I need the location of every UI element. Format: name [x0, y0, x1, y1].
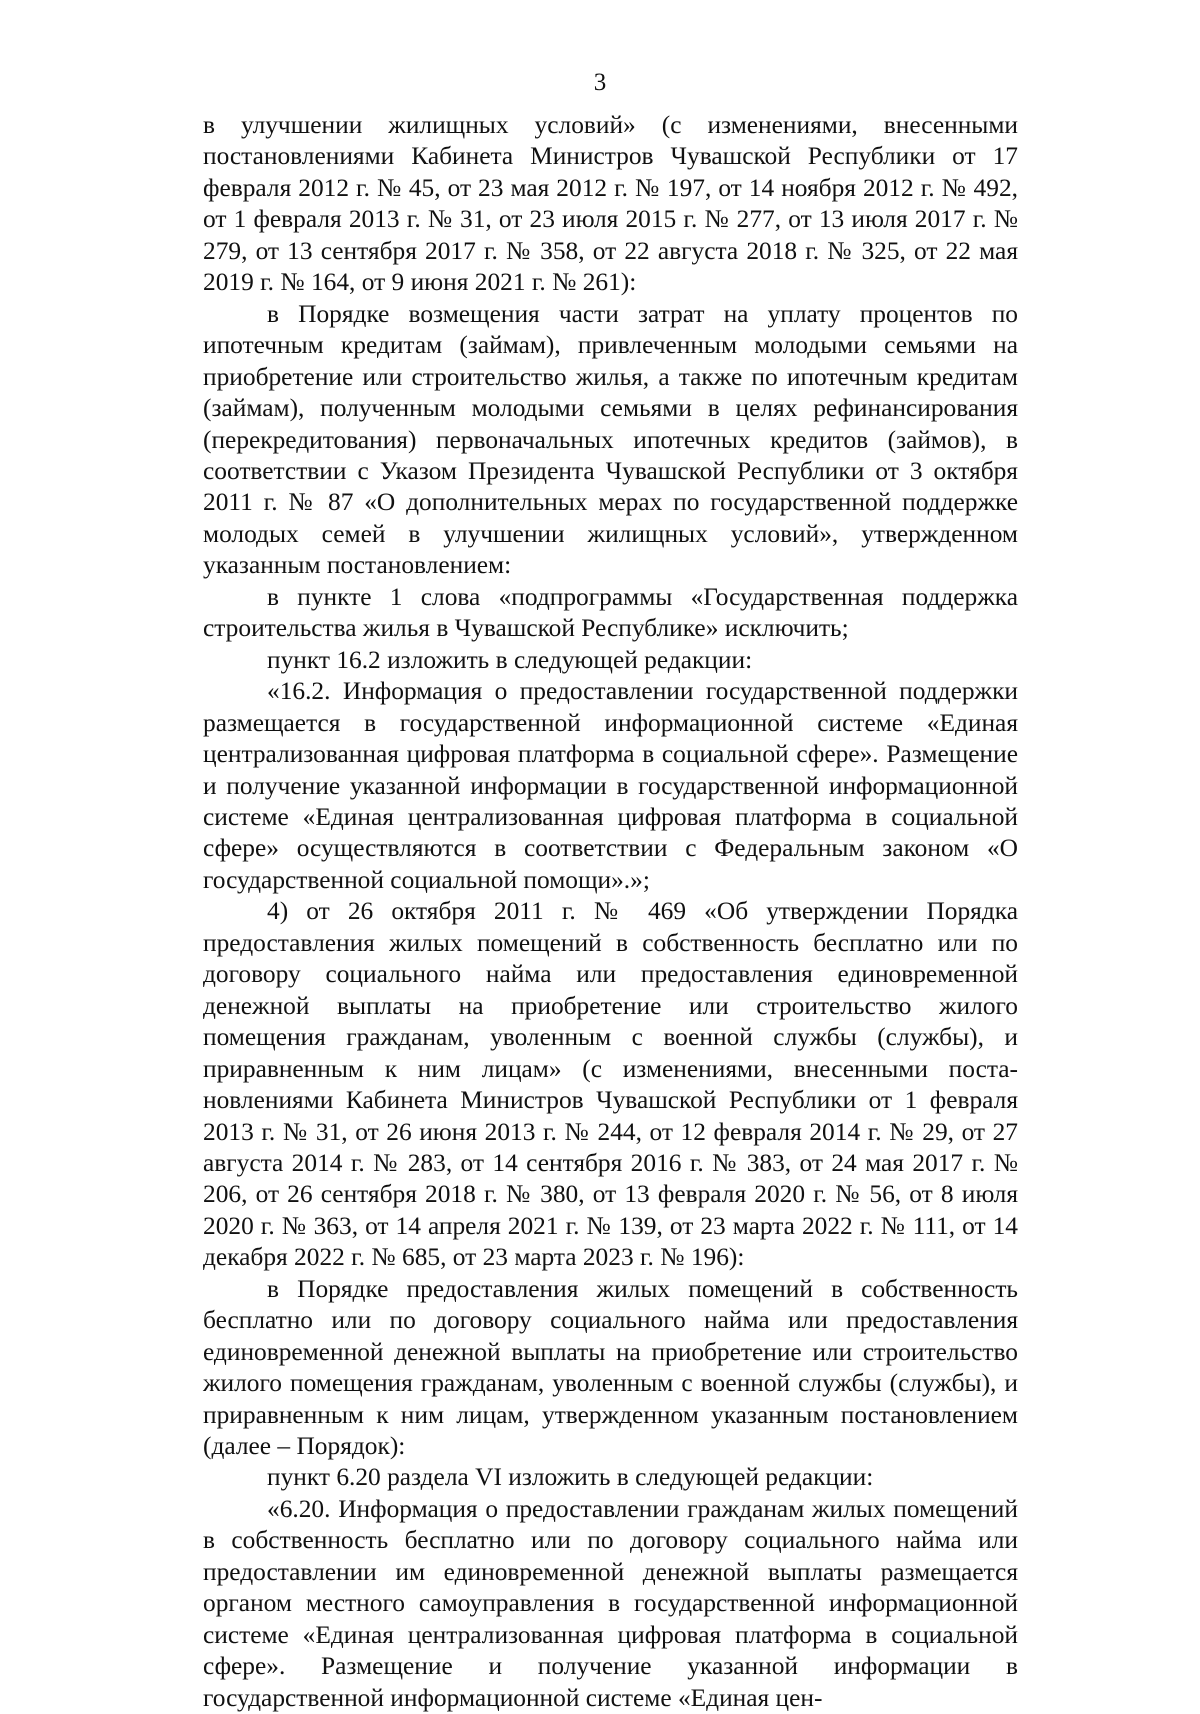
page-number: 3 — [593, 69, 607, 96]
paragraph-9: «6.20. Информация о предоставлении гражданам жилых помещений в собственность бесплатно или по договору социального найма или предоставлении им единовременной денежной выплаты размещается органом местного самоуправления в государственной информационной системе «Единая централизованная цифровая платформа в социальной сфере». Размещение и получение указанной информации в государственной информационной системе «Единая цен- — [203, 1494, 1018, 1712]
paragraph-7: в Порядке предоставления жилых помещений в собственность бесплатно или по договору социального найма или предоставления единовременной денежной выплаты на приобретение или строительство жилого помещения гражданам, уволенным с военной службы (службы), и приравненным к ним лицам, утвержденном указанным постановлением (далее – Порядок): — [203, 1274, 1018, 1461]
document-body — [203, 110, 1018, 1714]
paragraph-3: в пункте 1 слова «подпрограммы «Государственная поддержка строительства жилья в Чувашской Республике» исключить; — [203, 582, 1018, 643]
paragraph-2: в Порядке возмещения части затрат на уплату процентов по ипотечным кредитам (займам), привлеченным молодыми семьями на приобретение или строительство жилья, а также по ипотечным кредитам (займам), полученным молодыми семьями в целях рефинансирования (перекредитования) первоначальных ипотечных кредитов (займов), в соответствии с Указом Президента Чувашской Республики от 3 октября 2011 г. № 87 «О дополнительных мерах по государственной поддержке молодых семей в улучшении жилищных условий», утвержденном указанным постановлением: — [203, 299, 1018, 580]
paragraph-5: «16.2. Информация о предоставлении государственной поддержки размещается в государственной информационной системе «Единая централизованная цифровая платформа в социальной сфере». Размещение и получение указанной информации в государственной информационной системе «Единая централизованная цифровая платформа в социальной сфере» осуществляются в соответствии с Федеральным законом «О государственной социальной помощи».»; — [203, 677, 1018, 894]
paragraph-8: пункт 6.20 раздела VI изложить в следующей редакции: — [267, 1463, 874, 1492]
paragraph-4: пункт 16.2 изложить в следующей редакции: — [267, 645, 753, 674]
paragraph-6: 4) от 26 октября 2011 г. № 469 «Об утверждении Порядка предоставления жилых помещений в собственность бесплатно или по договору социального найма или предоставления единовременной денежной выплаты на приобретение или строительство жилого помещения гражданам, уволенным с военной службы (службы), и приравненным к ним лицам» (с изменениями, внесенными постановлениями Кабинета Министров Чувашской Республики от 1 февраля 2013 г. № 31, от 26 июня 2013 г. № 244, от 12 февраля 2014 г. № 29, от 27 августа 2014 г. № 283, от 14 сентября 2016 г. № 383, от 24 мая 2017 г. № 206, от 26 сентября 2018 г. № 380, от 13 февраля 2020 г. № 56, от 8 июля 2020 г. № 363, от 14 апреля 2021 г. № 139, от 23 марта 2022 г. № 111, от 14 декабря 2022 г. № 685, от 23 марта 2023 г. № 196): — [203, 897, 1018, 1272]
paragraph-1: в улучшении жилищных условий» (с изменениями, внесенными постановлениями Кабинета Министров Чувашской Республики от 17 февраля 2012 г. № 45, от 23 мая 2012 г. № 197, от 14 ноября 2012 г. № 492, от 1 февраля 2013 г. № 31, от 23 июля 2015 г. № 277, от 13 июля 2017 г. № 279, от 13 сентября 2017 г. № 358, от 22 августа 2018 г. № 325, от 22 мая 2019 г. № 164, от 9 июня 2021 г. № 261): — [203, 111, 1018, 297]
